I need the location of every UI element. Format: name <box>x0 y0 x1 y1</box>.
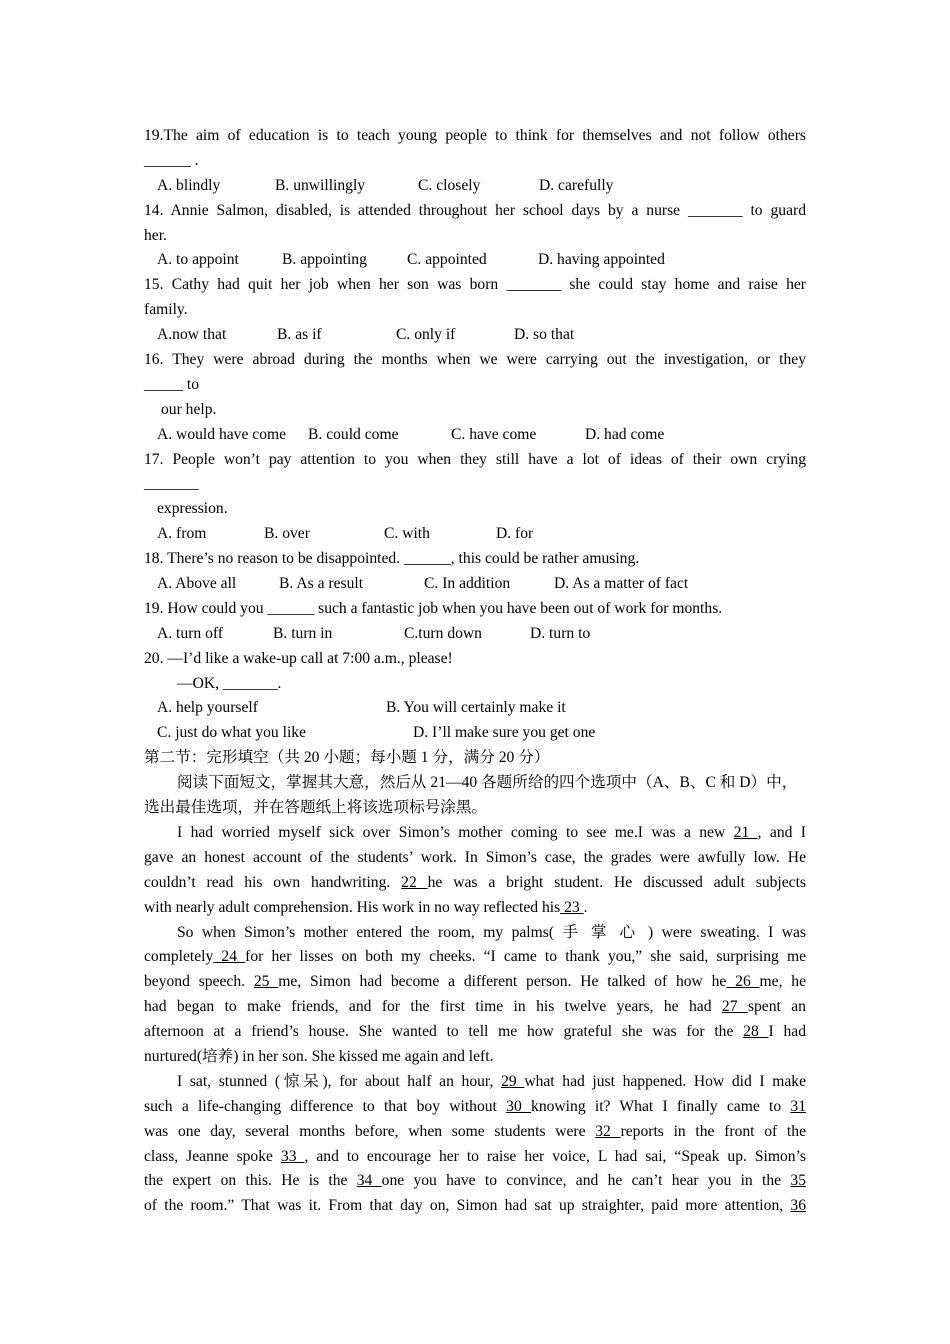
blank-36: 36 <box>790 1197 806 1215</box>
q17-option-d: D. for <box>496 525 534 543</box>
q20-stem-line1: 20. —I’d like a wake-up call at 7:00 a.m., please! <box>144 649 453 667</box>
q16-option-a: A. would have come <box>157 425 287 443</box>
q17-stem-line2: _______ <box>144 475 199 493</box>
passage-p2-line4: had began to make friends, and for the first time in his twelve years, he had 27 spent an <box>144 998 806 1016</box>
q19a-option-b: B. unwillingly <box>275 176 366 194</box>
q19b-option-b: B. turn in <box>273 624 333 642</box>
passage-p3-line1: I sat, stunned (惊呆), for about half an hour, 29 what had just happened. How did I make <box>177 1072 806 1090</box>
q14-stem-line2: her. <box>144 226 167 244</box>
q18-options <box>144 572 806 597</box>
q19a-option-d: D. carefully <box>539 176 614 194</box>
q17-stem-line3: expression. <box>157 500 228 518</box>
blank-24: 24 <box>213 948 246 966</box>
blank-26: 26 <box>726 973 760 991</box>
section2-instructions-line2: 选出最佳选项，并在答题纸上将该选项标号涂黑。 <box>144 799 488 817</box>
q19a-stem-line1: 19.The aim of education is to teach young people to think for themselves and not follow others <box>144 127 806 144</box>
q15-option-c: C. only if <box>396 326 456 344</box>
q14-option-c: C. appointed <box>407 251 487 269</box>
q17-stem-line1: 17. People won’t pay attention to you when they still have a lot of ideas of their own crying <box>144 450 806 468</box>
passage-p1-line2: gave an honest account of the students’ work. In Simon’s case, the grades were awfully low. He <box>144 848 806 866</box>
q14-stem-line1: 14. Annie Salmon, disabled, is attended throughout her school days by a nurse _______ to guard <box>144 201 806 219</box>
q18-option-c: C. In addition <box>424 575 511 593</box>
q20-stem-line2: —OK, _______. <box>177 674 282 692</box>
q19a-options <box>144 174 806 199</box>
blank-35: 35 <box>790 1172 806 1190</box>
q20-options-row2 <box>144 721 806 746</box>
passage-p1-line3: couldn’t read his own handwriting. 22 he was a bright student. He discussed adult subjects <box>144 873 806 891</box>
passage-p2-line5: afternoon at a friend’s house. She wanted to tell me how grateful she was for the 28 I had <box>144 1023 806 1041</box>
q17-option-c: C. with <box>384 525 430 543</box>
q16-option-d: D. had come <box>585 425 665 443</box>
q16-stem-line2: _____ to <box>144 375 200 393</box>
passage-p3-line6: of the room.” That was it. From that day on, Simon had sat up straighter, paid more attention, 36 <box>144 1197 806 1215</box>
q19b-options <box>144 622 806 647</box>
q15-options <box>144 323 806 348</box>
passage-p1-line1: I had worried myself sick over Simon’s mother coming to see me.I was a new 21 , and I <box>177 823 806 841</box>
q16-options <box>144 423 806 448</box>
passage-p3-line4: class, Jeanne spoke 33 , and to encourage her to raise her voice, L had sai, “Speak up. Simon’s <box>144 1147 806 1165</box>
q17-option-a: A. from <box>157 525 207 543</box>
q15-option-a: A.now that <box>157 326 227 344</box>
blank-28: 28 <box>743 1023 769 1041</box>
q18-option-b: B. As a result <box>279 575 364 593</box>
document-content <box>144 124 806 1219</box>
q14-options <box>144 248 806 273</box>
q15-stem-line2: family. <box>144 301 188 319</box>
passage-p3-line2: such a life-changing difference to that boy without 30 knowing it? What I finally came to 31 <box>144 1097 806 1115</box>
blank-21: 21 <box>733 823 758 841</box>
blank-33: 33 <box>280 1147 305 1165</box>
blank-22: 22 <box>401 873 428 891</box>
section2-heading: 第二节：完形填空（共 20 小题；每小题 1 分，满分 20 分） <box>144 749 550 767</box>
q14-option-d: D. having appointed <box>538 251 665 269</box>
blank-23: 23 <box>560 898 584 916</box>
q18-option-d: D. As a matter of fact <box>554 575 689 593</box>
q15-option-d: D. so that <box>514 326 575 344</box>
blank-31: 31 <box>790 1097 806 1115</box>
q20-option-a: A. help yourself <box>157 699 258 717</box>
q18-stem-line1: 18. There’s no reason to be disappointed. ______, this could be rather amusing. <box>144 550 640 568</box>
q19b-stem-line1: 19. How could you ______ such a fantastic job when you have been out of work for months. <box>144 599 723 617</box>
q17-option-b: B. over <box>264 525 310 543</box>
passage-p2-line2: completely 24 for her lisses on both my cheeks. “I came to thank you,” she said, surprising me <box>144 948 806 966</box>
blank-32: 32 <box>595 1122 621 1140</box>
q19b-option-c: C.turn down <box>404 624 482 642</box>
q15-stem-line1: 15. Cathy had quit her job when her son was born _______ she could stay home and raise her <box>144 276 806 294</box>
blank-34: 34 <box>356 1172 382 1190</box>
q19a-option-c: C. closely <box>418 176 481 194</box>
passage-p3-line5: the expert on this. He is the 34 one you have to convince, and he can’t hear you in the 35 <box>144 1172 806 1190</box>
q20-option-c: C. just do what you like <box>157 724 307 742</box>
q19a-stem-line2: ______ . <box>144 151 199 169</box>
q16-option-b: B. could come <box>308 425 399 443</box>
q20-option-d: D. I’ll make sure you get one <box>413 724 596 742</box>
blank-30: 30 <box>506 1097 532 1115</box>
q20-options-row1 <box>144 696 806 721</box>
passage-p3-line3: was one day, several months before, when some students were 32 reports in the front of the <box>144 1122 806 1140</box>
q16-stem-line1: 16. They were abroad during the months when we were carrying out the investigation, or they <box>144 351 806 369</box>
q17-options <box>144 522 806 547</box>
blank-29: 29 <box>501 1072 525 1090</box>
passage-p2-line6: nurtured(培养) in her son. She kissed me again and left. <box>144 1047 494 1065</box>
q14-option-a: A. to appoint <box>157 251 239 269</box>
q19b-option-a: A. turn off <box>157 624 223 642</box>
q19a-option-a: A. blindly <box>157 176 221 194</box>
q14-option-b: B. appointing <box>282 251 367 269</box>
q16-option-c: C. have come <box>451 425 537 443</box>
section2-instructions-line1: 阅读下面短文，掌握其大意，然后从 21—40 各题所给的四个选项中（A、B、C 和 D）中， <box>177 774 798 792</box>
passage-p2-line3: beyond speech. 25 me, Simon had become a different person. He talked of how he 26 me, he <box>144 973 806 991</box>
q16-stem-line3: our help. <box>161 400 217 418</box>
q19b-option-d: D. turn to <box>530 624 591 642</box>
passage-p1-line4: with nearly adult comprehension. His work in no way reflected his 23 . <box>144 898 588 916</box>
passage-p2-line1: So when Simon’s mother entered the room, my palms( 手 掌 心 ) were sweating. I was <box>177 923 806 941</box>
q18-option-a: A. Above all <box>157 575 237 593</box>
q20-option-b: B. You will certainly make it <box>386 699 566 717</box>
q15-option-b: B. as if <box>277 326 322 344</box>
blank-25: 25 <box>253 973 279 991</box>
blank-27: 27 <box>721 998 748 1016</box>
